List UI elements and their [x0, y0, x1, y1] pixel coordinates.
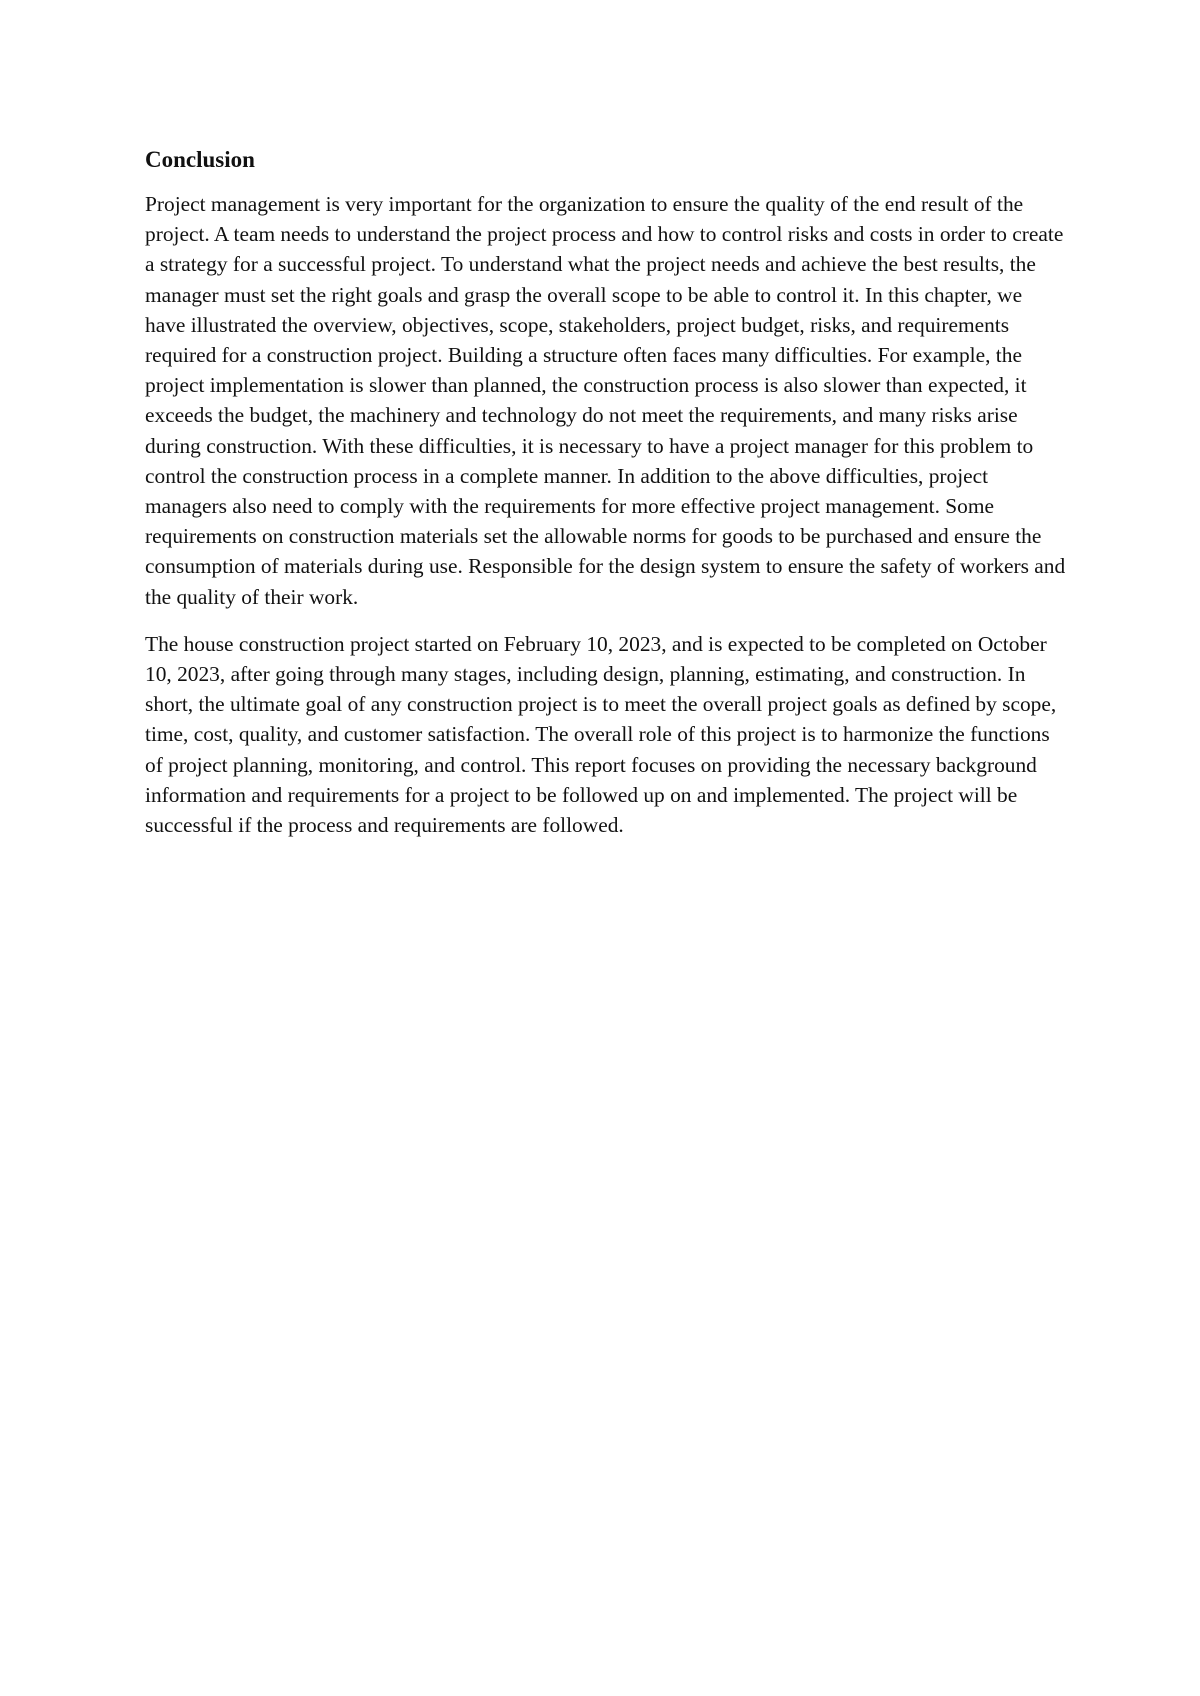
document-content	[145, 145, 1067, 857]
paragraph-1: Project management is very important for the organization to ensure the quality of the end result of the project. A team needs to understand the project process and how to control risks and costs in order to create a strategy for a successful project. To understand what the project needs and achieve the best results, the manager must set the right goals and grasp the overall scope to be able to control it. In this chapter, we have illustrated the overview, objectives, scope, stakeholders, project budget, risks, and requirements required for a construction project. Building a structure often faces many difficulties. For example, the project implementation is slower than planned, the construction process is also slower than expected, it exceeds the budget, the machinery and technology do not meet the requirements, and many risks arise during construction. With these difficulties, it is necessary to have a project manager for this problem to control the construction process in a complete manner. In addition to the above difficulties, project managers also need to comply with the requirements for more effective project management. Some requirements on construction materials set the allowable norms for goods to be purchased and ensure the consumption of materials during use. Responsible for the design system to ensure the safety of workers and the quality of their work.	[145, 191, 1066, 609]
section-heading: Conclusion	[145, 147, 255, 172]
paragraph-2: The house construction project started on February 10, 2023, and is expected to be completed on October 10, 2023, after going through many stages, including design, planning, estimating, and construction. In short, the ultimate goal of any construction project is to meet the overall project goals as defined by scope, time, cost, quality, and customer satisfaction. The overall role of this project is to harmonize the functions of project planning, monitoring, and control. This report focuses on providing the necessary background information and requirements for a project to be followed up on and implemented. The project will be successful if the process and requirements are followed.	[145, 631, 1057, 837]
